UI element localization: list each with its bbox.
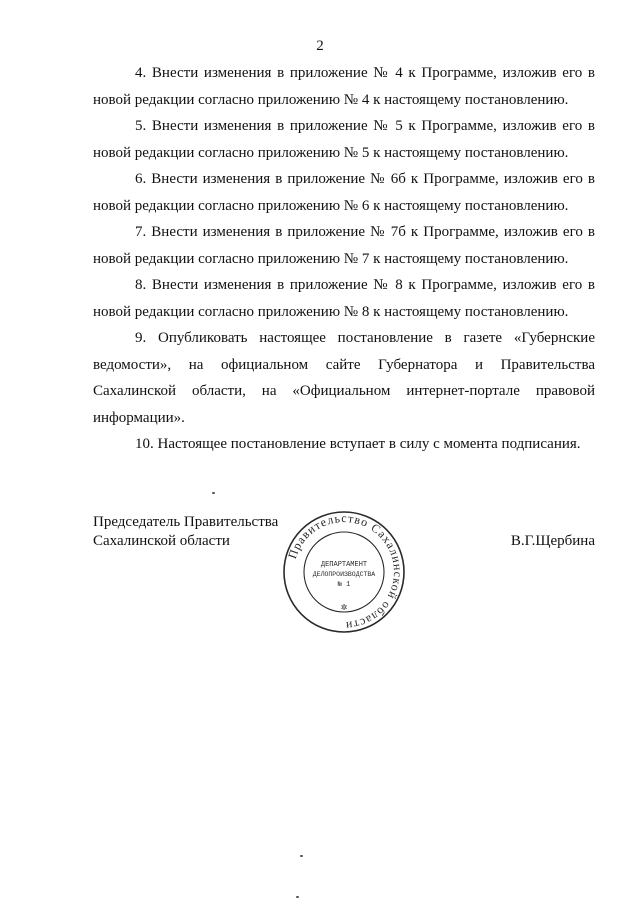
signatory-title-line1: Председатель Правительства bbox=[93, 514, 279, 530]
paragraph-8: 8. Внести изменения в приложение № 8 к Программе, изложив его в новой редакции согласно приложению № 8 к настоящему постановлению. bbox=[93, 277, 595, 320]
scan-speck bbox=[212, 492, 215, 494]
signatory-name: В.Г.Щербина bbox=[510, 533, 595, 549]
paragraph-4: 4. Внести изменения в приложение № 4 к Программе, изложив его в новой редакции согласно приложению № 4 к настоящему постановлению. bbox=[93, 65, 595, 108]
scan-speck bbox=[296, 896, 299, 898]
official-stamp bbox=[280, 508, 408, 636]
paragraph-9: 9. Опубликовать настоящее постановление в газете «Губернские ведомости», на официальном сайте Губернатора и Правительства Сахалинской области, на «Официальном интернет-портале правовой информации». bbox=[93, 330, 595, 426]
document-body bbox=[93, 60, 595, 458]
paragraph-5: 5. Внести изменения в приложение № 5 к Программе, изложив его в новой редакции согласно приложению № 5 к настоящему постановлению. bbox=[93, 118, 595, 161]
stamp-center-line2: ДЕЛОПРОИЗВОДСТВА bbox=[312, 571, 376, 578]
stamp-center-line3: № 1 bbox=[337, 581, 351, 589]
page-number: 2 bbox=[316, 38, 324, 54]
signatory-title bbox=[93, 513, 278, 551]
scan-speck bbox=[300, 855, 303, 857]
stamp-star-icon: ✲ bbox=[340, 603, 348, 612]
paragraph-10: 10. Настоящее постановление вступает в силу с момента подписания. bbox=[135, 436, 581, 452]
signature-block bbox=[93, 510, 595, 634]
signatory-title-line2: Сахалинской области bbox=[93, 533, 230, 549]
stamp-ring-text: Правительство Сахалинской области bbox=[285, 510, 406, 634]
stamp-center-line1: ДЕПАРТАМЕНТ bbox=[320, 561, 368, 569]
paragraph-6: 6. Внести изменения в приложение № 6б к Программе, изложив его в новой редакции согласно приложению № 6 к настоящему постановлению. bbox=[93, 171, 595, 214]
paragraph-7: 7. Внести изменения в приложение № 7б к Программе, изложив его в новой редакции согласно приложению № 7 к настоящему постановлению. bbox=[93, 224, 595, 267]
